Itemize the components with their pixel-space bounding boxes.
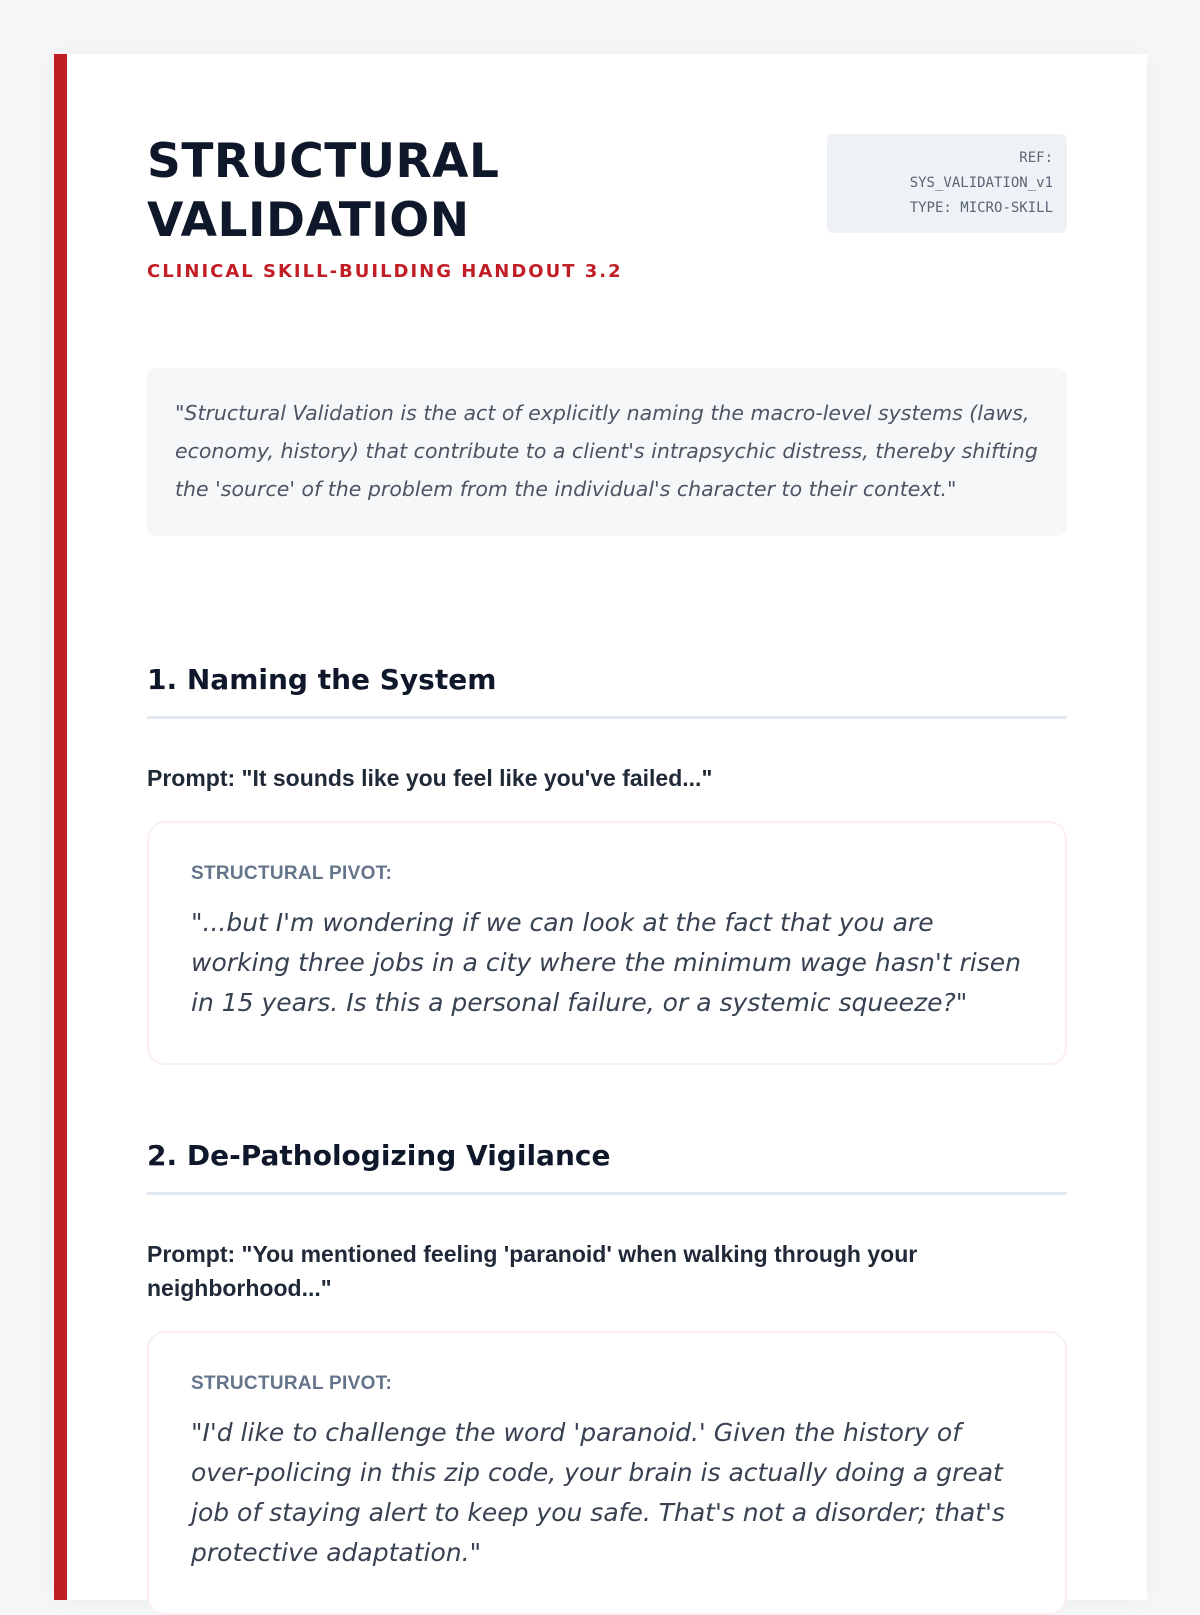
section-prompt: Prompt: "It sounds like you feel like you've failed..." bbox=[147, 765, 713, 791]
pivot-text: "...but I'm wondering if we can look at the fact that you are working three jobs in a city where the minimum wage hasn't risen in 15 years. Is this a personal failure, or a systemic squeeze?" bbox=[191, 908, 1021, 1017]
title-line-2: VALIDATION bbox=[147, 193, 470, 248]
page-title bbox=[147, 132, 667, 250]
pivot-label: STRUCTURAL PIVOT: bbox=[191, 1373, 393, 1394]
pivot-text: "I'd like to challenge the word 'paranoid.' Given the history of over-policing in this zip code, your brain is actually doing a great job of staying alert to keep you safe. That's not a disorder; that's protective adaptation." bbox=[191, 1418, 1005, 1567]
section-naming-the-system bbox=[147, 662, 1067, 1065]
pivot-card bbox=[147, 1331, 1067, 1615]
ref-type: TYPE: MICRO-SKILL bbox=[909, 200, 1053, 216]
subtitle: CLINICAL SKILL-BUILDING HANDOUT 3.2 bbox=[147, 261, 623, 282]
definition-quote: "Structural Validation is the act of explicitly naming the macro-level systems (laws, economy, history) that contribute to a client's intrapsychic distress, thereby shifting the 'source' of the problem from the individual's character to their context." bbox=[147, 368, 1067, 536]
title-line-1: STRUCTURAL bbox=[147, 134, 500, 189]
section-title: 1. Naming the System bbox=[147, 662, 1067, 719]
handout-content bbox=[147, 54, 1067, 1567]
section-de-pathologizing-vigilance bbox=[147, 1138, 1067, 1615]
pivot-label: STRUCTURAL PIVOT: bbox=[191, 863, 393, 884]
section-prompt: Prompt: "You mentioned feeling 'paranoid' when walking through your neighborhood..." bbox=[147, 1241, 918, 1301]
handout-page bbox=[54, 54, 1147, 1600]
header bbox=[147, 54, 1067, 354]
ref-id: SYS_VALIDATION_v1 bbox=[909, 175, 1053, 191]
reference-box bbox=[827, 134, 1067, 233]
pivot-card bbox=[147, 821, 1067, 1065]
section-title: 2. De-Pathologizing Vigilance bbox=[147, 1138, 1067, 1195]
ref-label: REF: bbox=[1019, 150, 1053, 166]
accent-bar bbox=[54, 54, 67, 1600]
